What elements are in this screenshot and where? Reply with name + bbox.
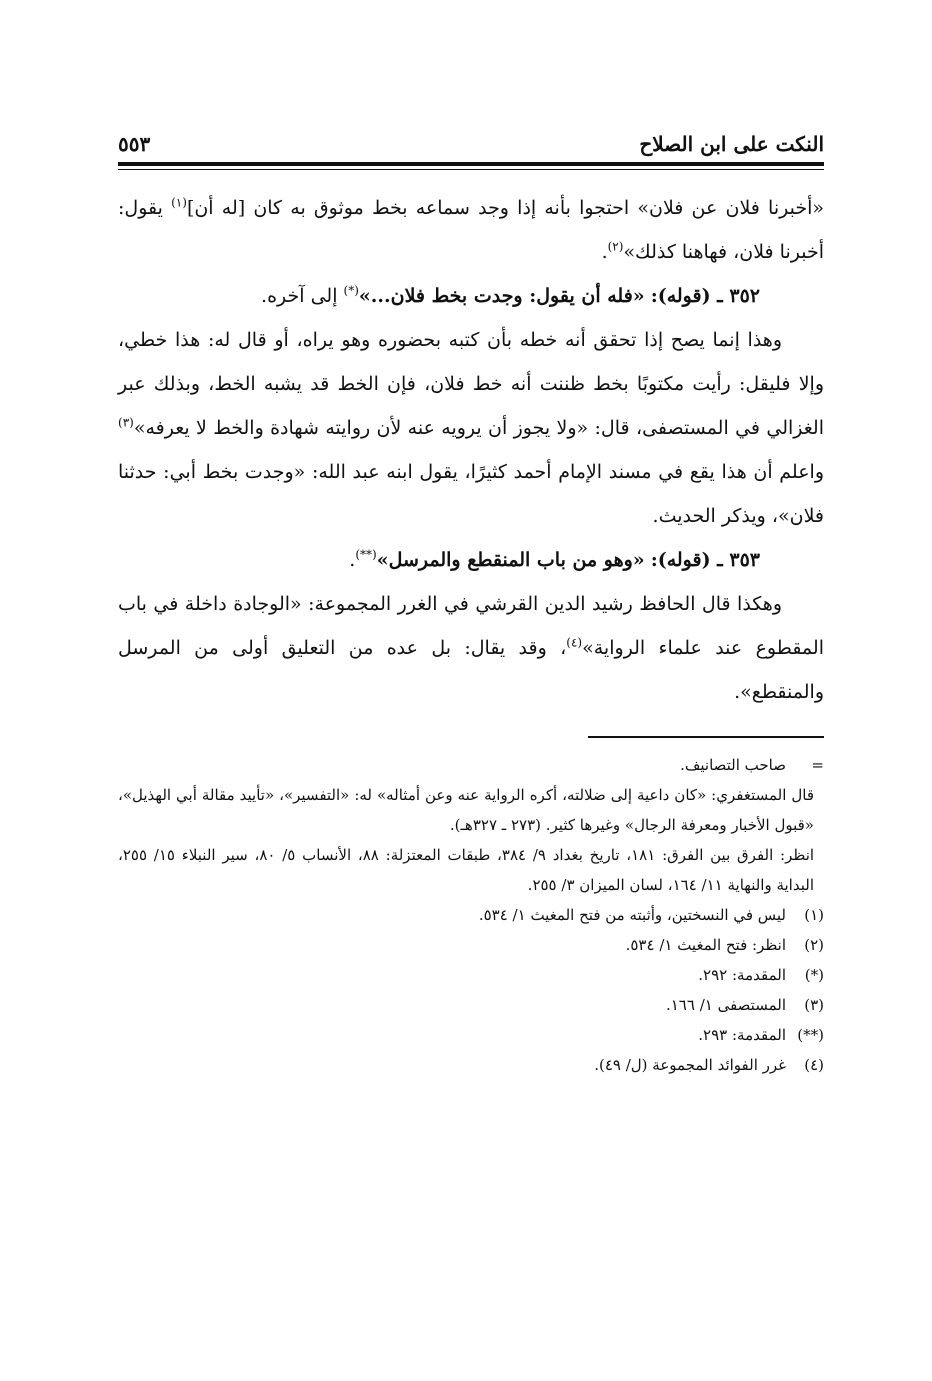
main-text bbox=[118, 186, 824, 714]
footnote-item bbox=[118, 960, 824, 990]
footnote-text: المقدمة: ٢٩٣. bbox=[698, 1026, 786, 1044]
footnote-continuation-3: انظر: الفرق بين الفرق: ١٨١، تاريخ بغداد ٩/ ٣٨٤، طبقات المعتزلة: ٨٨، الأنساب ٥/ ٨٠، سير النبلاء ١٥/ ٢٥٥، البداية والنهاية ١١/ ١٦٤، لسان الميزان ٣/ ٢٥٥. bbox=[118, 846, 815, 894]
section-number-352: ٣٥٢ ـ (قوله): bbox=[650, 285, 760, 307]
footnote-text: المستصفى ١/ ١٦٦. bbox=[665, 996, 786, 1014]
footnote-item bbox=[118, 1050, 824, 1080]
footnote-item bbox=[118, 900, 824, 930]
footnote-ref-1[interactable]: (١) bbox=[171, 195, 187, 210]
paragraph-2: وهذا إنما يصح إذا تحقق أنه خطه بأن كتبه بحضوره وهو يراه، أو قال له: هذا خطي، وإلا فليقل: رأيت مكتوبًا بخط ظننت أنه خط فلان، فإن الخط قد يشبه الخط، وبذلك عبر الغزالي في المستصفى، قال: «ولا يجوز أن يرويه عنه لأن روايته شهادة والخط لا يعرفه»$^{(٣)}$ واعلم أن هذا يقع في مسند الإمام أحمد كثيرًا، يقول ابنه عبد الله: «وجدت بخط أبي: حدثنا فلان»، ويذكر الحديث. bbox=[118, 329, 824, 527]
paragraph-1: «أخبرنا فلان عن فلان» احتجوا بأنه إذا وجد سماعه بخط موثوق به كان [له أن]$^{(١)}$ يقول: أخبرنا فلان، فهاهنا كذلك»$^{(٢)}$. bbox=[118, 195, 825, 263]
footnote-ref-double-star[interactable]: (**) bbox=[355, 547, 377, 562]
header-rule-thick bbox=[118, 162, 824, 166]
footnote-mark[interactable]: (١) bbox=[804, 906, 824, 924]
section-number-353: ٣٥٣ ـ (قوله): bbox=[650, 549, 760, 571]
footnote-mark[interactable]: (*) bbox=[804, 966, 824, 984]
footnote-list bbox=[118, 900, 824, 1080]
running-header bbox=[118, 120, 824, 156]
footnote-ref-4[interactable]: (٤) bbox=[566, 635, 583, 650]
footnote-item bbox=[118, 930, 824, 960]
footnote-text: ليس في النسختين، وأثبته من فتح المغيث ١/ ٥٣٤. bbox=[478, 906, 786, 924]
footnote-mark[interactable]: (٤) bbox=[804, 1056, 824, 1074]
footnote-item bbox=[118, 990, 824, 1020]
header-rule-thin bbox=[118, 169, 824, 170]
book-title: النكت على ابن الصلاح bbox=[639, 132, 824, 156]
footnote-continuation: = صاحب التصانيف. bbox=[680, 756, 824, 774]
footnote-text: المقدمة: ٢٩٢. bbox=[698, 966, 786, 984]
footnote-text: انظر: فتح المغيث ١/ ٥٣٤. bbox=[625, 936, 786, 954]
footnote-item bbox=[118, 1020, 824, 1050]
footnote-ref-2[interactable]: (٢) bbox=[607, 239, 624, 254]
quote-352: «فله أن يقول: وجدت بخط فلان...» bbox=[358, 285, 645, 307]
page bbox=[118, 120, 824, 1080]
footnote-mark[interactable]: (٢) bbox=[804, 936, 824, 954]
footnote-ref-3[interactable]: (٣) bbox=[118, 415, 134, 430]
footnote-mark[interactable]: (٣) bbox=[804, 996, 824, 1014]
footnotes bbox=[118, 750, 824, 1080]
footnote-continuation-2: قال المستغفري: «كان داعية إلى ضلالته، أكره الرواية عنه وعن أمثاله» له: «التفسير»، «تأييد مقالة أبي الهذيل»، «قبول الأخبار ومعرفة الرجال» وغيرها كثير. (٢٧٣ ـ ٣٢٧هـ). bbox=[118, 786, 814, 834]
paragraph-3: وهكذا قال الحافظ رشيد الدين القرشي في الغرر المجموعة: «الوجادة داخلة في باب المقطوع عند علماء الرواية»$^{(٤)}$، وقد يقال: بل عده من التعليق أولى من المرسل والمنقطع». bbox=[118, 593, 824, 703]
section-heading-353: ٣٥٣ ـ (قوله): «وهو من باب المنقطع والمرسل»(**). bbox=[349, 547, 760, 571]
page-number: ٥٥٣ bbox=[118, 132, 151, 156]
section-heading-352: ٣٥٢ ـ (قوله): «فله أن يقول: وجدت بخط فلان...»(*) إلى آخره. bbox=[261, 283, 760, 307]
quote-353: «وهو من باب المنقطع والمرسل» bbox=[376, 549, 645, 571]
footnote-text: غرر الفوائد المجموعة (ل/ ٤٩). bbox=[594, 1056, 786, 1074]
footnote-separator bbox=[588, 736, 824, 738]
footnote-mark[interactable]: (**) bbox=[797, 1026, 824, 1044]
footnote-ref-star[interactable]: (*) bbox=[343, 283, 359, 298]
